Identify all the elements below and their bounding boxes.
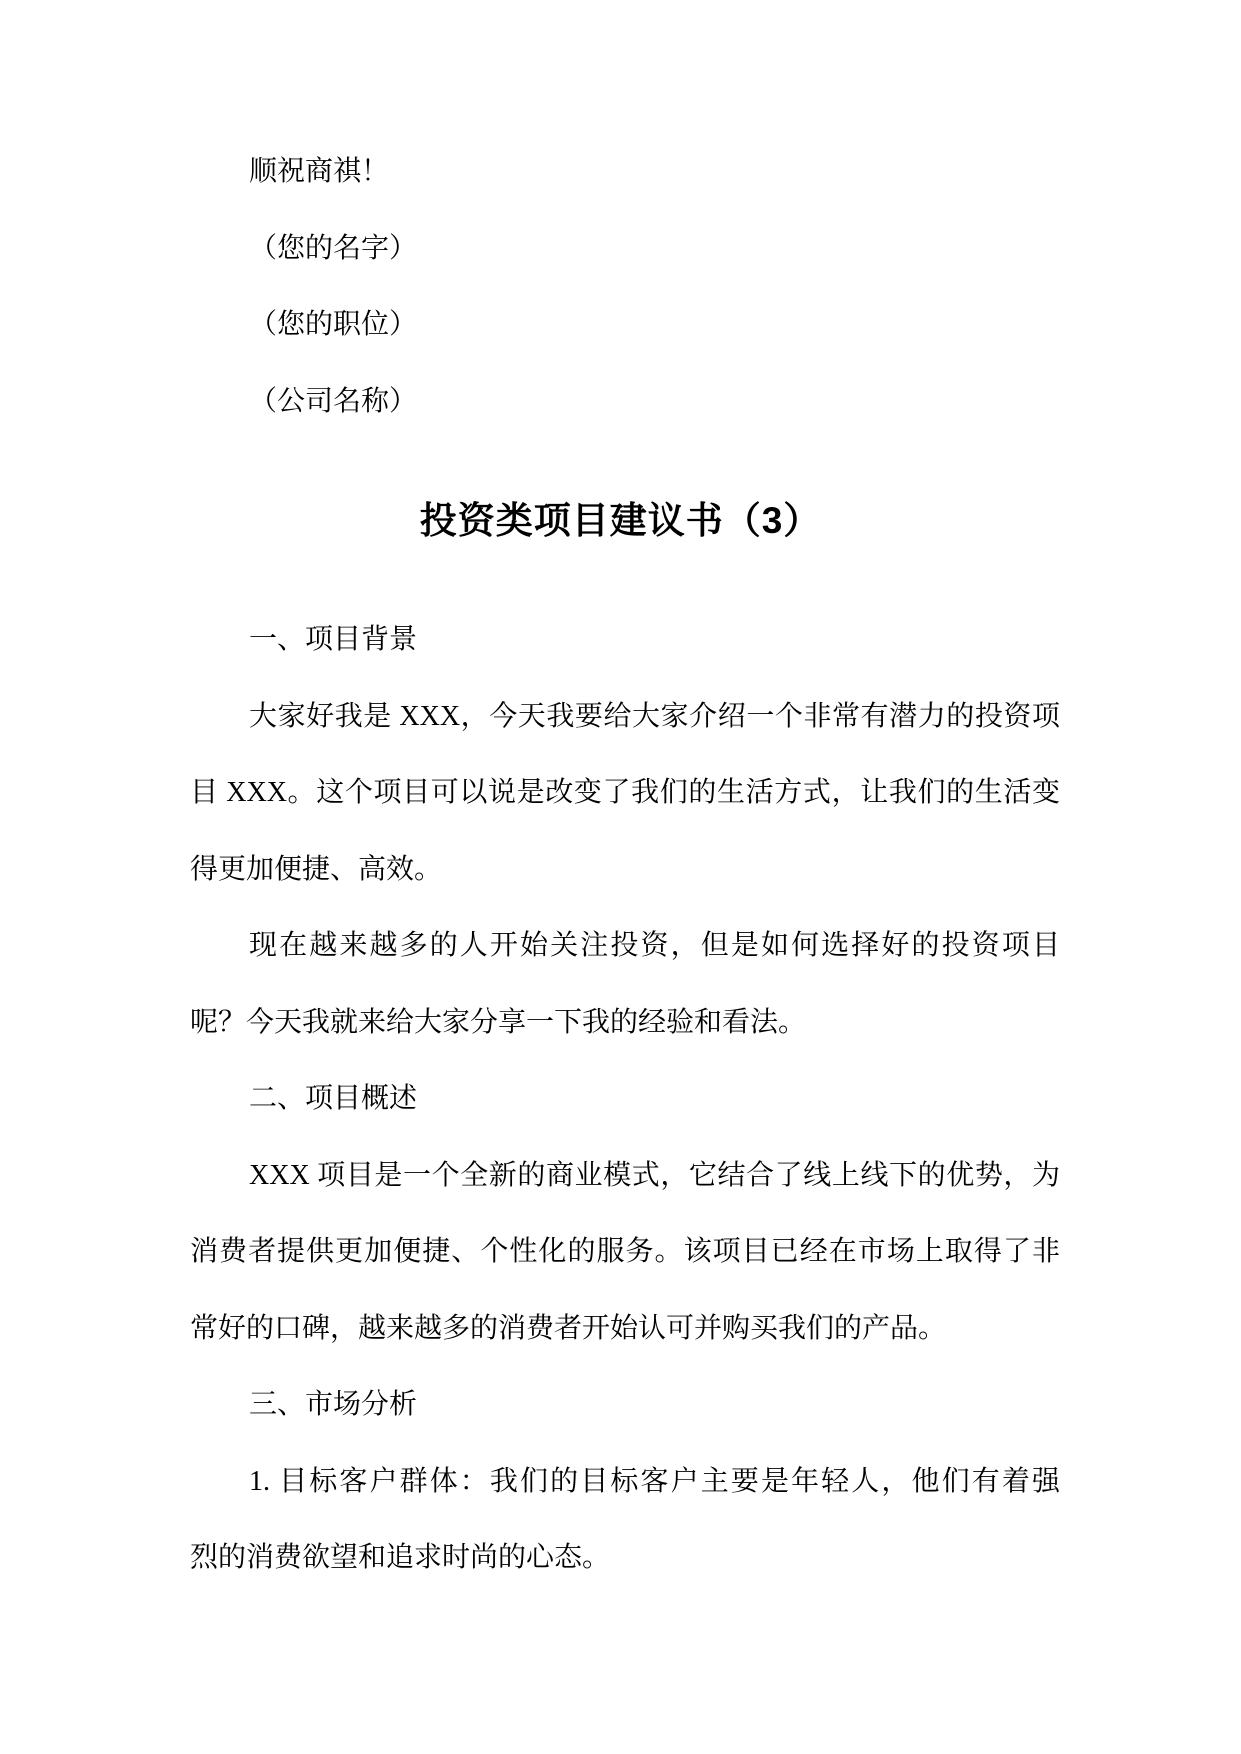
paragraph-line: 现在越来越多的人开始关注投资，但是如何选择好的投资项目: [249, 930, 1060, 961]
paragraph: [190, 908, 1060, 1061]
document-title: 投资类项目建议书（3）: [419, 500, 822, 541]
paragraph-line: 呢？今天我就来给大家分享一下我的经验和看法。: [190, 1006, 807, 1038]
paragraph: [190, 679, 1060, 909]
paragraph-line: XXX 项目是一个全新的商业模式，它结合了线上线下的优势，为: [249, 1159, 1060, 1191]
closing-greeting: 顺祝商祺！: [249, 156, 390, 187]
letter-closing: [190, 134, 1060, 440]
document-body: [190, 602, 1060, 1597]
paragraph-line: 目 XXX。这个项目可以说是改变了我们的生活方式，让我们的生活变: [190, 777, 1060, 808]
closing-name-placeholder: （您的名字）: [249, 232, 418, 264]
paragraph-line: 烈的消费欲望和追求时尚的心态。: [190, 1542, 611, 1573]
section-heading: 二、项目概述: [249, 1083, 418, 1114]
paragraph-line: 大家好我是 XXX，今天我要给大家介绍一个非常有潜力的投资项: [249, 700, 1060, 732]
paragraph: [190, 1138, 1060, 1368]
paragraph-line: 得更加便捷、高效。: [190, 853, 443, 885]
paragraph-line: 1. 目标客户群体：我们的目标客户主要是年轻人，他们有着强: [249, 1465, 1060, 1497]
section-heading: 一、项目背景: [249, 624, 418, 655]
closing-position-placeholder: （您的职位）: [249, 309, 418, 340]
section-market-analysis: [190, 1367, 1060, 1597]
closing-company-placeholder: （公司名称）: [249, 385, 418, 417]
section-project-background: [190, 602, 1060, 1061]
section-project-overview: [190, 1061, 1060, 1367]
paragraph-line: 常好的口碑，越来越多的消费者开始认可并购买我们的产品。: [190, 1312, 947, 1344]
list-item: [190, 1444, 1060, 1597]
section-heading: 三、市场分析: [249, 1389, 418, 1420]
paragraph-line: 消费者提供更加便捷、个性化的服务。该项目已经在市场上取得了非: [190, 1236, 1060, 1267]
